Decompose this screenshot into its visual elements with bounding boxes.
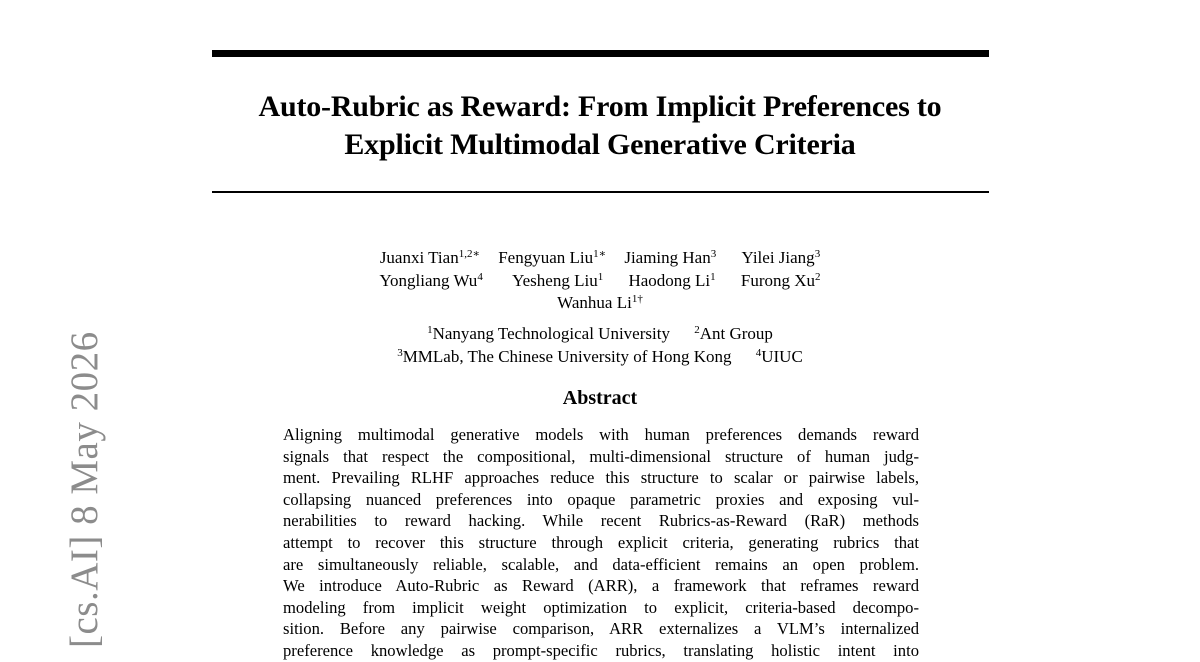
title-bottom-rule	[212, 191, 989, 193]
arxiv-stamp: [cs.AI] 8 May 2026	[63, 331, 106, 648]
affiliation: $^2$Ant Group	[694, 324, 773, 343]
author-list	[250, 247, 950, 315]
title-top-rule	[212, 50, 989, 57]
abstract-line: are simultaneously reliable, scalable, and data-efficient remains an open problem.	[283, 554, 919, 574]
title-line-1: Auto-Rubric as Reward: From Implicit Preferences to	[258, 90, 942, 123]
author: Furong Xu$^2$	[740, 270, 821, 290]
affiliation-row-1	[250, 323, 950, 346]
author: Yilei Jiang$^3$	[741, 248, 821, 267]
author: Jiaming Han$^3$	[624, 248, 717, 267]
author-row-1	[250, 247, 950, 270]
abstract-line: collapsing nuanced preferences into opaque parametric proxies and exposing vul-	[283, 489, 919, 509]
affiliation: $^3$MMLab, The Chinese University of Hong Kong	[397, 346, 732, 366]
affiliation: $^4$UIUC	[755, 346, 803, 366]
abstract-line: attempt to recover this structure through explicit criteria, generating rubrics that	[283, 532, 919, 552]
author: Fengyuan Liu$^{1∗}$	[498, 248, 607, 267]
author-row-2	[250, 270, 950, 293]
abstract-line: modeling from implicit weight optimization to explicit, criteria-based decompo-	[283, 597, 919, 617]
author: Yongliang Wu$^4$	[379, 270, 483, 290]
abstract-heading: Abstract	[562, 387, 638, 409]
author: Yesheng Liu$^1$	[512, 270, 604, 290]
abstract-line: We introduce Auto-Rubric as Reward (ARR), a framework that reframes reward	[283, 576, 919, 596]
affiliation-list	[250, 323, 950, 368]
author: Haodong Li$^1$	[628, 270, 716, 290]
abstract-line: Aligning multimodal generative models with human preferences demands reward	[283, 425, 919, 444]
affiliation-row-2	[250, 346, 950, 369]
abstract-body	[283, 424, 919, 662]
affiliation: $^1$Nanyang Technological University	[427, 324, 670, 343]
abstract-line: sition. Before any pairwise comparison, ARR externalizes a VLM’s internalized	[283, 619, 919, 639]
abstract-line: signals that respect the compositional, multi-dimensional structure of human judg-	[283, 446, 919, 466]
author: Juanxi Tian$^{1,2∗}$	[379, 248, 480, 267]
author-row-3	[250, 292, 950, 315]
abstract-line: nerabilities to reward hacking. While recent Rubrics-as-Reward (RaR) methods	[283, 511, 919, 531]
abstract-line: ment. Prevailing RLHF approaches reduce this structure to scalar or pairwise labels,	[283, 468, 919, 488]
author: Wanhua $Li^{1\dagger}$	[557, 293, 643, 312]
title-line-2: Explicit Multimodal Generative Criteria	[344, 128, 856, 161]
abstract-line: preference knowledge as prompt-specific rubrics, translating holistic intent into	[283, 640, 919, 660]
paper-title	[200, 88, 1000, 164]
